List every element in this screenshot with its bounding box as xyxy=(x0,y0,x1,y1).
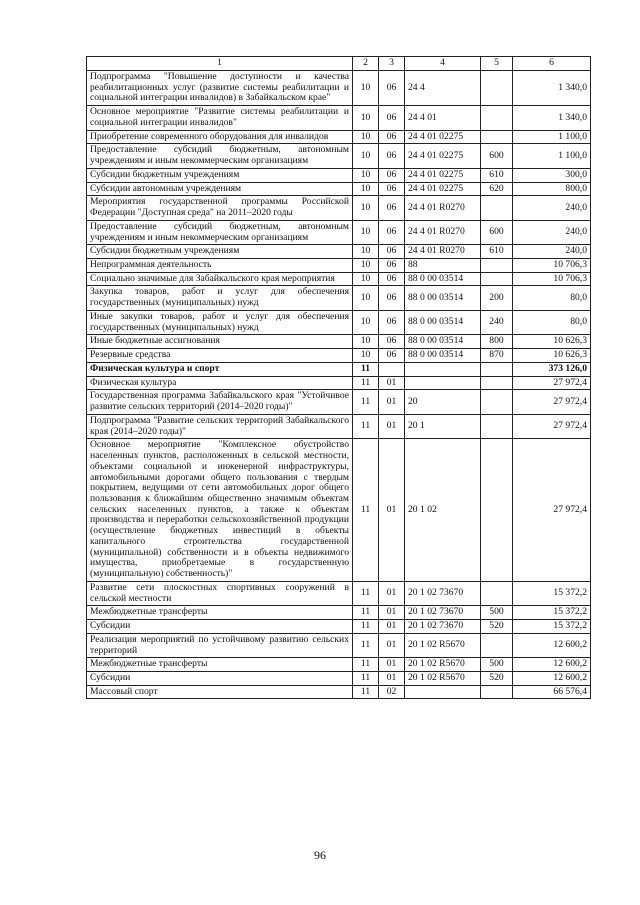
table-row xyxy=(87,220,591,244)
row-name-cell: Государственная программа Забайкальского края "Устойчивое развитие сельских территорий (2014–2020 годы)" xyxy=(87,390,353,414)
row-name-cell: Межбюджетные трансферты xyxy=(87,658,353,672)
header-col-5: 5 xyxy=(481,57,513,71)
row-expense-type-cell xyxy=(481,259,513,273)
table-body xyxy=(87,71,591,699)
header-col-1: 1 xyxy=(87,57,353,71)
row-amount-cell: 240,0 xyxy=(513,196,591,220)
row-amount-cell: 10 706,3 xyxy=(513,259,591,273)
table-row xyxy=(87,106,591,130)
row-expense-type-cell xyxy=(481,414,513,438)
row-target-article-cell: 24 4 01 R0270 xyxy=(405,220,481,244)
row-subsection-cell: 06 xyxy=(379,220,405,244)
row-target-article-cell: 20 1 02 73670 xyxy=(405,620,481,634)
row-expense-type-cell: 600 xyxy=(481,144,513,168)
header-col-3: 3 xyxy=(379,57,405,71)
row-expense-type-cell: 520 xyxy=(481,671,513,685)
row-subsection-cell: 06 xyxy=(379,106,405,130)
row-amount-cell: 12 600,2 xyxy=(513,633,591,657)
row-amount-cell: 300,0 xyxy=(513,168,591,182)
table-row xyxy=(87,633,591,657)
table-row xyxy=(87,414,591,438)
row-section-cell: 10 xyxy=(353,259,379,273)
table-row xyxy=(87,168,591,182)
row-subsection-cell xyxy=(379,362,405,376)
row-section-cell: 10 xyxy=(353,130,379,144)
table-row xyxy=(87,144,591,168)
row-subsection-cell: 01 xyxy=(379,439,405,582)
row-target-article-cell xyxy=(405,362,481,376)
row-target-article-cell: 88 xyxy=(405,259,481,273)
row-section-cell: 10 xyxy=(353,144,379,168)
row-name-cell: Субсидии бюджетным учреждениям xyxy=(87,245,353,259)
row-section-cell: 10 xyxy=(353,168,379,182)
row-subsection-cell: 06 xyxy=(379,182,405,196)
row-subsection-cell: 06 xyxy=(379,286,405,310)
row-target-article-cell: 88 0 00 03514 xyxy=(405,272,481,286)
row-name-cell: Предоставление субсидий бюджетным, автономным учреждениям и иным некоммерческим организациям xyxy=(87,144,353,168)
table-row xyxy=(87,606,591,620)
row-name-cell: Подпрограмма "Повышение доступности и качества реабилитационных услуг (развитие системы реабилитации и социальной интеграции инвалидов) в Забайкальском крае" xyxy=(87,71,353,106)
row-amount-cell: 80,0 xyxy=(513,286,591,310)
row-expense-type-cell xyxy=(481,685,513,699)
row-name-cell: Приобретение современного оборудования для инвалидов xyxy=(87,130,353,144)
row-subsection-cell: 06 xyxy=(379,168,405,182)
row-section-cell: 11 xyxy=(353,376,379,390)
row-amount-cell: 27 972,4 xyxy=(513,376,591,390)
table-row xyxy=(87,272,591,286)
table-row xyxy=(87,259,591,273)
row-section-cell: 10 xyxy=(353,71,379,106)
row-section-cell: 11 xyxy=(353,620,379,634)
row-name-cell: Субсидии xyxy=(87,671,353,685)
table-row xyxy=(87,310,591,334)
row-section-cell: 11 xyxy=(353,606,379,620)
table-row xyxy=(87,620,591,634)
header-col-4: 4 xyxy=(405,57,481,71)
row-amount-cell: 1 100,0 xyxy=(513,130,591,144)
row-subsection-cell: 01 xyxy=(379,633,405,657)
row-subsection-cell: 01 xyxy=(379,581,405,605)
row-subsection-cell: 01 xyxy=(379,414,405,438)
row-name-cell: Развитие сети плоскостных спортивных сооружений в сельской местности xyxy=(87,581,353,605)
row-section-cell: 10 xyxy=(353,272,379,286)
row-expense-type-cell: 620 xyxy=(481,182,513,196)
row-target-article-cell: 24 4 01 xyxy=(405,106,481,130)
row-target-article-cell: 20 1 02 R5670 xyxy=(405,658,481,672)
row-amount-cell: 10 626,3 xyxy=(513,349,591,363)
row-name-cell: Непрограммная деятельность xyxy=(87,259,353,273)
row-amount-cell: 800,0 xyxy=(513,182,591,196)
row-target-article-cell: 20 1 02 R5670 xyxy=(405,671,481,685)
row-amount-cell: 15 372,2 xyxy=(513,620,591,634)
row-target-article-cell xyxy=(405,685,481,699)
row-target-article-cell: 20 1 02 73670 xyxy=(405,581,481,605)
table-row xyxy=(87,130,591,144)
row-name-cell: Физическая культура и спорт xyxy=(87,362,353,376)
row-expense-type-cell: 610 xyxy=(481,168,513,182)
row-expense-type-cell: 600 xyxy=(481,220,513,244)
table-row xyxy=(87,658,591,672)
row-expense-type-cell: 500 xyxy=(481,658,513,672)
row-expense-type-cell: 870 xyxy=(481,349,513,363)
row-target-article-cell: 24 4 xyxy=(405,71,481,106)
row-subsection-cell: 06 xyxy=(379,259,405,273)
row-section-cell: 10 xyxy=(353,220,379,244)
row-subsection-cell: 06 xyxy=(379,130,405,144)
row-section-cell: 10 xyxy=(353,196,379,220)
row-name-cell: Подпрограмма "Развитие сельских территорий Забайкальского края (2014–2020 годы)" xyxy=(87,414,353,438)
row-target-article-cell: 24 4 01 02275 xyxy=(405,144,481,168)
row-expense-type-cell: 200 xyxy=(481,286,513,310)
table-row xyxy=(87,685,591,699)
row-target-article-cell: 24 4 01 02275 xyxy=(405,130,481,144)
table-row xyxy=(87,376,591,390)
row-expense-type-cell xyxy=(481,390,513,414)
row-expense-type-cell: 800 xyxy=(481,335,513,349)
row-subsection-cell: 06 xyxy=(379,245,405,259)
row-expense-type-cell: 500 xyxy=(481,606,513,620)
row-expense-type-cell xyxy=(481,196,513,220)
row-expense-type-cell xyxy=(481,106,513,130)
row-expense-type-cell xyxy=(481,71,513,106)
row-name-cell: Предоставление субсидий бюджетным, автономным учреждениям и иным некоммерческим организациям xyxy=(87,220,353,244)
row-subsection-cell: 06 xyxy=(379,272,405,286)
row-name-cell: Реализация мероприятий по устойчивому развитию сельских территорий xyxy=(87,633,353,657)
row-section-cell: 11 xyxy=(353,658,379,672)
row-amount-cell: 80,0 xyxy=(513,310,591,334)
row-name-cell: Субсидии бюджетным учреждениям xyxy=(87,168,353,182)
row-expense-type-cell xyxy=(481,362,513,376)
row-subsection-cell: 06 xyxy=(379,71,405,106)
row-expense-type-cell xyxy=(481,581,513,605)
table-row xyxy=(87,182,591,196)
row-target-article-cell: 88 0 00 03514 xyxy=(405,286,481,310)
row-name-cell: Массовый спорт xyxy=(87,685,353,699)
row-subsection-cell: 01 xyxy=(379,671,405,685)
row-expense-type-cell: 240 xyxy=(481,310,513,334)
row-target-article-cell: 24 4 01 02275 xyxy=(405,182,481,196)
row-amount-cell: 27 972,4 xyxy=(513,439,591,582)
row-target-article-cell: 20 1 02 73670 xyxy=(405,606,481,620)
row-target-article-cell: 88 0 00 03514 xyxy=(405,335,481,349)
table-row xyxy=(87,390,591,414)
row-name-cell: Социально значимые для Забайкальского края мероприятия xyxy=(87,272,353,286)
row-section-cell: 11 xyxy=(353,685,379,699)
row-subsection-cell: 01 xyxy=(379,658,405,672)
row-amount-cell: 240,0 xyxy=(513,245,591,259)
header-col-2: 2 xyxy=(353,57,379,71)
row-name-cell: Основное мероприятие "Развитие системы реабилитации и социальной интеграции инвалидов" xyxy=(87,106,353,130)
row-expense-type-cell xyxy=(481,272,513,286)
row-target-article-cell: 20 1 xyxy=(405,414,481,438)
table-row xyxy=(87,671,591,685)
row-section-cell: 11 xyxy=(353,581,379,605)
row-section-cell: 10 xyxy=(353,182,379,196)
table-row xyxy=(87,196,591,220)
row-amount-cell: 15 372,2 xyxy=(513,581,591,605)
row-expense-type-cell: 520 xyxy=(481,620,513,634)
row-amount-cell: 15 372,2 xyxy=(513,606,591,620)
row-section-cell: 10 xyxy=(353,245,379,259)
table-row xyxy=(87,439,591,582)
row-amount-cell: 1 100,0 xyxy=(513,144,591,168)
row-target-article-cell: 88 0 00 03514 xyxy=(405,310,481,334)
row-amount-cell: 1 340,0 xyxy=(513,71,591,106)
row-section-cell: 10 xyxy=(353,335,379,349)
row-amount-cell: 12 600,2 xyxy=(513,671,591,685)
row-target-article-cell: 24 4 01 R0270 xyxy=(405,245,481,259)
row-name-cell: Основное мероприятие "Комплексное обустройство населенных пунктов, расположенных в сельской местности, объектами социальной и инженерной инфраструктуры, автомобильными дорогами общего пользования с твердым покрытием, ведущими от сети автомобильных дорог общего пользования к ближайшим общественно значимым объектам сельских населенных пунктов, а также к объектам производства и переработки сельскохозяйственной продукции (осуществление бюджетных инвестиций в объекты капитального строительства государственной (муниципальной) собственности и в объекты недвижимого имущества, приобретаемые в государственную (муниципальную) собственность)" xyxy=(87,439,353,582)
row-expense-type-cell xyxy=(481,376,513,390)
row-amount-cell: 10 706,3 xyxy=(513,272,591,286)
row-section-cell: 11 xyxy=(353,414,379,438)
row-target-article-cell: 20 1 02 R5670 xyxy=(405,633,481,657)
table-header-row xyxy=(87,57,591,71)
row-name-cell: Физическая культура xyxy=(87,376,353,390)
row-name-cell: Субсидии xyxy=(87,620,353,634)
row-name-cell: Мероприятия государственной программы Российской Федерации "Доступная среда" на 2011–2020 годы xyxy=(87,196,353,220)
row-section-cell: 11 xyxy=(353,633,379,657)
row-target-article-cell: 24 4 01 R0270 xyxy=(405,196,481,220)
page-number: 96 xyxy=(314,848,326,862)
row-expense-type-cell xyxy=(481,130,513,144)
row-target-article-cell: 20 xyxy=(405,390,481,414)
row-amount-cell: 66 576,4 xyxy=(513,685,591,699)
row-section-cell: 10 xyxy=(353,349,379,363)
row-target-article-cell: 20 1 02 xyxy=(405,439,481,582)
row-amount-cell: 240,0 xyxy=(513,220,591,244)
row-section-cell: 11 xyxy=(353,439,379,582)
row-name-cell: Субсидии автономным учреждениям xyxy=(87,182,353,196)
table-row xyxy=(87,581,591,605)
table-row xyxy=(87,245,591,259)
row-subsection-cell: 06 xyxy=(379,335,405,349)
row-amount-cell: 12 600,2 xyxy=(513,658,591,672)
row-subsection-cell: 01 xyxy=(379,390,405,414)
row-section-cell: 10 xyxy=(353,106,379,130)
row-subsection-cell: 01 xyxy=(379,376,405,390)
row-name-cell: Резервные средства xyxy=(87,349,353,363)
row-name-cell: Иные бюджетные ассигнования xyxy=(87,335,353,349)
table-row xyxy=(87,286,591,310)
row-expense-type-cell: 610 xyxy=(481,245,513,259)
row-amount-cell: 1 340,0 xyxy=(513,106,591,130)
table-row xyxy=(87,362,591,376)
row-name-cell: Межбюджетные трансферты xyxy=(87,606,353,620)
row-subsection-cell: 06 xyxy=(379,310,405,334)
row-section-cell: 10 xyxy=(353,286,379,310)
row-subsection-cell: 06 xyxy=(379,349,405,363)
row-amount-cell: 27 972,4 xyxy=(513,414,591,438)
budget-table xyxy=(86,56,591,699)
row-subsection-cell: 01 xyxy=(379,620,405,634)
table-row xyxy=(87,335,591,349)
row-amount-cell: 27 972,4 xyxy=(513,390,591,414)
row-section-cell: 11 xyxy=(353,390,379,414)
table-row xyxy=(87,349,591,363)
row-name-cell: Иные закупки товаров, работ и услуг для обеспечения государственных (муниципальных) нужд xyxy=(87,310,353,334)
row-subsection-cell: 01 xyxy=(379,606,405,620)
row-amount-cell: 10 626,3 xyxy=(513,335,591,349)
row-target-article-cell: 88 0 00 03514 xyxy=(405,349,481,363)
row-subsection-cell: 06 xyxy=(379,196,405,220)
row-name-cell: Закупка товаров, работ и услуг для обеспечения государственных (муниципальных) нужд xyxy=(87,286,353,310)
row-expense-type-cell xyxy=(481,439,513,582)
row-target-article-cell xyxy=(405,376,481,390)
header-col-6: 6 xyxy=(513,57,591,71)
row-section-cell: 11 xyxy=(353,362,379,376)
row-subsection-cell: 06 xyxy=(379,144,405,168)
row-expense-type-cell xyxy=(481,633,513,657)
row-target-article-cell: 24 4 01 02275 xyxy=(405,168,481,182)
row-amount-cell: 373 126,0 xyxy=(513,362,591,376)
row-section-cell: 11 xyxy=(353,671,379,685)
table-row xyxy=(87,71,591,106)
row-section-cell: 10 xyxy=(353,310,379,334)
row-subsection-cell: 02 xyxy=(379,685,405,699)
